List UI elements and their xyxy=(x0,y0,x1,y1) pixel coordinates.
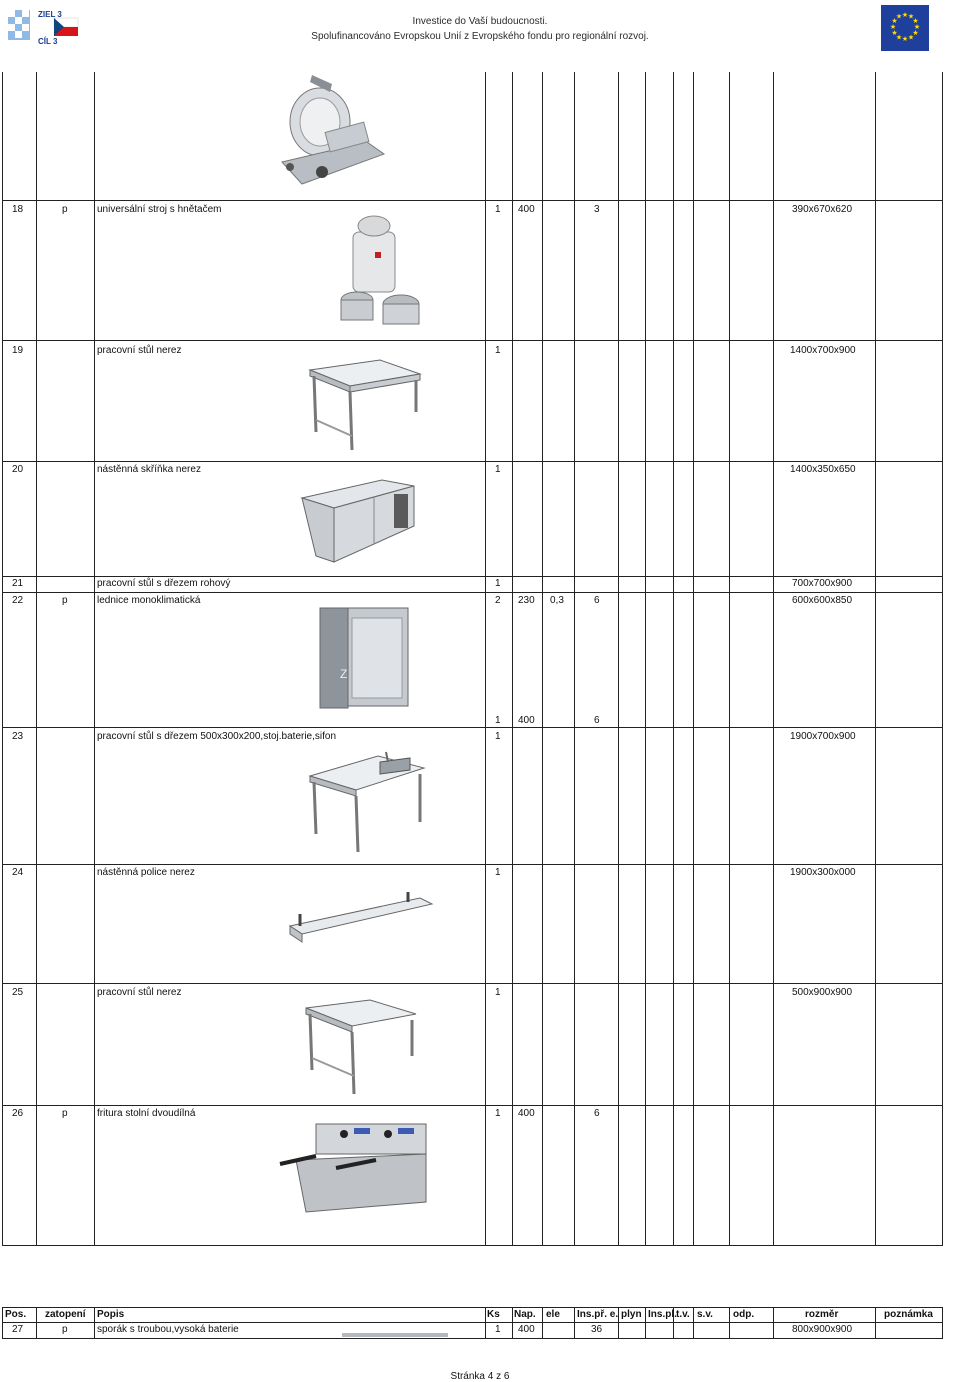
row-divider xyxy=(2,592,943,593)
svg-text:★: ★ xyxy=(912,17,919,25)
row-ks: 1 xyxy=(495,987,501,998)
header-ele: ele xyxy=(546,1309,560,1320)
grid-line xyxy=(94,72,95,1246)
sink-table-image xyxy=(306,748,428,856)
ziel3-logo xyxy=(6,6,80,48)
row-ks: 1 xyxy=(495,464,501,475)
grid-line xyxy=(693,1307,694,1338)
row-ins-pr-e: 6 xyxy=(594,1108,600,1119)
header-poznamka: poznámka xyxy=(884,1309,933,1320)
row-nap: 400 xyxy=(518,715,535,726)
wall-cabinet-image xyxy=(298,474,418,566)
row-divider xyxy=(2,864,943,865)
row-nap: 400 xyxy=(518,1108,535,1119)
row-pos: 24 xyxy=(12,867,24,878)
double-fryer-image xyxy=(276,1120,436,1216)
grid-line xyxy=(673,72,674,1246)
row-pos: 21 xyxy=(12,578,24,589)
logo-text-top: ZIEL 3 xyxy=(38,10,62,19)
svg-text:★: ★ xyxy=(895,33,903,42)
row-pos: 20 xyxy=(12,464,24,475)
svg-text:★: ★ xyxy=(912,29,919,37)
work-table-image xyxy=(304,352,424,454)
grid-line xyxy=(942,72,943,1246)
grid-line xyxy=(942,1307,943,1338)
row-divider xyxy=(2,1307,943,1308)
row-rozmer: 500x900x900 xyxy=(792,987,853,998)
grid-line xyxy=(645,72,646,1246)
row-zatopeni: p xyxy=(62,204,68,215)
svg-text:★: ★ xyxy=(889,23,897,31)
row-ks: 1 xyxy=(495,345,501,356)
grid-line xyxy=(693,72,694,1246)
svg-text:★: ★ xyxy=(907,12,915,21)
header-ins-pr-e: Ins.př. e. xyxy=(577,1309,619,1320)
header-tv: t.v. xyxy=(676,1309,690,1320)
row-ks: 1 xyxy=(495,731,501,742)
row-divider xyxy=(2,576,943,577)
header-text xyxy=(300,14,660,44)
row-popis: pracovní stůl s dřezem 500x300x200,stoj.baterie,sifon xyxy=(97,731,337,742)
header-pos: Pos. xyxy=(5,1309,27,1320)
header-ks: Ks xyxy=(487,1309,500,1320)
row-pos: 19 xyxy=(12,345,24,356)
row-popis: universální stroj s hnětačem xyxy=(97,204,222,215)
row-popis: lednice monoklimatická xyxy=(97,595,201,606)
row-popis: nástěnná police nerez xyxy=(97,867,195,878)
work-table-image xyxy=(300,994,420,1098)
row-pos: 23 xyxy=(12,731,24,742)
row-divider xyxy=(2,727,943,728)
row-divider xyxy=(2,1322,943,1323)
svg-text:★: ★ xyxy=(895,12,903,21)
row-rozmer: 390x670x620 xyxy=(792,204,853,215)
svg-text:★: ★ xyxy=(891,29,898,37)
header-nap: Nap. xyxy=(514,1309,536,1320)
row-rozmer: 1900x700x900 xyxy=(790,731,856,742)
row-divider xyxy=(2,983,943,984)
meat-slicer-image xyxy=(272,72,392,192)
row-divider xyxy=(2,340,943,341)
svg-text:★: ★ xyxy=(901,35,909,43)
row-zatopeni: p xyxy=(62,1324,68,1335)
grid-line xyxy=(618,1307,619,1338)
row-rozmer: 700x700x900 xyxy=(792,578,853,589)
row-nap: 230 xyxy=(518,595,535,606)
grid-line xyxy=(574,1307,575,1338)
header-rozmer: rozměr xyxy=(805,1309,839,1320)
grid-line xyxy=(36,72,37,1246)
row-ks: 1 xyxy=(495,1108,501,1119)
header-zatopeni: zatopení xyxy=(45,1309,86,1320)
svg-text:Z: Z xyxy=(340,667,348,681)
row-popis: pracovní stůl nerez xyxy=(97,987,182,998)
grid-line xyxy=(729,72,730,1246)
row-divider xyxy=(2,1338,943,1339)
stove-image-top xyxy=(342,1333,448,1337)
header-line-1: Investice do Vaší budoucnosti. xyxy=(412,16,548,27)
svg-text:★: ★ xyxy=(901,11,909,19)
grid-line xyxy=(875,1307,876,1338)
grid-line xyxy=(875,72,876,1246)
row-ks: 2 xyxy=(495,595,501,606)
row-popis: nástěnná skříňka nerez xyxy=(97,464,201,475)
wall-shelf-image xyxy=(286,890,436,948)
row-nap: 400 xyxy=(518,204,535,215)
svg-text:★: ★ xyxy=(891,17,898,25)
row-ins-pr-e: 6 xyxy=(594,595,600,606)
header-ins-pl: Ins.pl. xyxy=(648,1309,677,1320)
grid-line xyxy=(2,72,3,1246)
row-divider xyxy=(2,461,943,462)
grid-line xyxy=(773,1307,774,1338)
header-odp: odp. xyxy=(733,1309,755,1320)
grid-line xyxy=(645,1307,646,1338)
refrigerator-image xyxy=(310,604,412,712)
header-line-2: Spolufinancováno Evropskou Unií z Evropského fondu pro regionální rozvoj. xyxy=(311,31,649,42)
row-ele: 3 xyxy=(594,204,600,215)
row-rozmer: 1400x700x900 xyxy=(790,345,856,356)
grid-line xyxy=(729,1307,730,1338)
row-ele: 0,3 xyxy=(550,595,564,606)
header-sv: s.v. xyxy=(697,1309,713,1320)
row-zatopeni: p xyxy=(62,1108,68,1119)
row-pos: 22 xyxy=(12,595,24,606)
header-popis: Popis xyxy=(97,1309,125,1320)
row-divider xyxy=(2,1245,943,1246)
row-pos: 25 xyxy=(12,987,24,998)
grid-line xyxy=(36,1307,37,1338)
dough-mixer-image xyxy=(335,212,425,330)
svg-text:★: ★ xyxy=(913,23,921,31)
grid-line xyxy=(542,72,543,1246)
row-popis: sporák s troubou,vysoká baterie xyxy=(97,1324,239,1335)
row-divider xyxy=(2,200,943,201)
svg-text:★: ★ xyxy=(907,33,915,42)
row-ks: 1 xyxy=(495,867,501,878)
row-popis: pracovní stůl s dřezem rohový xyxy=(97,578,231,589)
logo-text-bottom: CÍL 3 xyxy=(38,37,58,46)
grid-line xyxy=(618,72,619,1246)
row-ks: 1 xyxy=(495,578,501,589)
row-divider xyxy=(2,1105,943,1106)
row-rozmer: 1400x350x650 xyxy=(790,464,856,475)
row-rozmer: 800x900x900 xyxy=(792,1324,853,1335)
grid-line xyxy=(485,1307,486,1338)
grid-line xyxy=(542,1307,543,1338)
row-ks: 1 xyxy=(495,715,501,726)
grid-line xyxy=(485,72,486,1246)
grid-line xyxy=(574,72,575,1246)
grid-line xyxy=(512,1307,513,1338)
row-ks: 1 xyxy=(495,1324,501,1335)
row-rozmer: 1900x300x000 xyxy=(790,867,856,878)
row-ins-pr-e: 36 xyxy=(591,1324,603,1335)
header-plyn: plyn xyxy=(621,1309,642,1320)
grid-line xyxy=(773,72,774,1246)
row-ins-pr-e: 6 xyxy=(594,715,600,726)
grid-line xyxy=(94,1307,95,1338)
row-pos: 27 xyxy=(12,1324,24,1335)
page-number: Stránka 4 z 6 xyxy=(450,1371,510,1382)
row-pos: 26 xyxy=(12,1108,24,1119)
grid-line xyxy=(2,1307,3,1338)
grid-line xyxy=(512,72,513,1246)
row-rozmer: 600x600x850 xyxy=(792,595,853,606)
row-ks: 1 xyxy=(495,204,501,215)
row-zatopeni: p xyxy=(62,595,68,606)
row-popis: fritura stolní dvoudílná xyxy=(97,1108,196,1119)
row-nap: 400 xyxy=(518,1324,535,1335)
eu-flag-icon xyxy=(881,5,929,51)
row-popis: pracovní stůl nerez xyxy=(97,345,182,356)
row-pos: 18 xyxy=(12,204,24,215)
